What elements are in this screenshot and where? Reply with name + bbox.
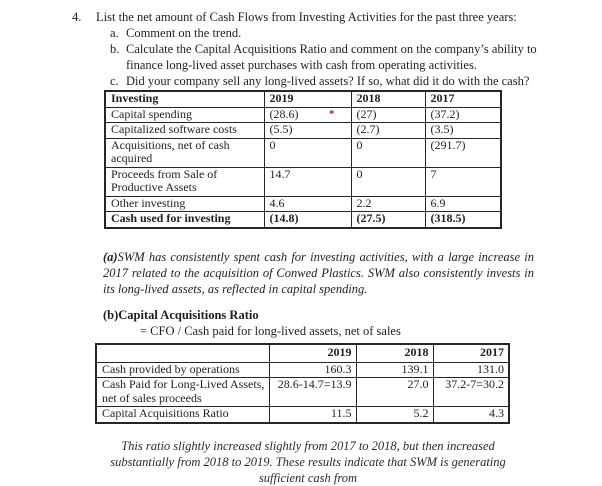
table-row-capitalized-software xyxy=(105,123,501,139)
table-row-other-investing xyxy=(105,196,501,212)
value-cell-2019: (5.5) xyxy=(264,123,351,139)
ratio-table-header-row xyxy=(96,344,509,363)
answer-a-label: (a) xyxy=(103,249,118,264)
sub-item-label: c. xyxy=(110,74,119,88)
table-row-proceeds-sale xyxy=(105,167,501,196)
row-label-cell: Acquisitions, net of cash acquired xyxy=(105,138,264,167)
header-cell-2017: 2017 xyxy=(425,91,501,107)
row-label-cell: Proceeds from Sale of Productive Assets xyxy=(105,167,264,196)
value-cell-2018: 0 xyxy=(351,167,425,196)
value-cell-2019: 160.3 xyxy=(269,362,356,378)
row-label-cell: Other investing xyxy=(105,196,264,212)
row-label-cell: Capitalized software costs xyxy=(105,123,264,139)
conclusion-paragraph: This ratio slightly increased slightly from 2017 to 2018, but then increased substantially from 2018 to 2019. These results indicate that SWM is generating sufficient cash from xyxy=(110,438,506,485)
header-cell-investing: Investing xyxy=(105,91,264,107)
value-cell-2017: (291.7) xyxy=(425,138,501,167)
table-row-cash-paid-long-lived xyxy=(96,378,509,407)
header-cell-2019: 2019 xyxy=(269,344,356,363)
answer-b-heading: (b)Capital Acquisitions Ratio xyxy=(103,307,259,322)
value-cell-2018: 5.2 xyxy=(356,407,433,423)
question-number: 4. xyxy=(72,10,82,24)
header-cell-2017: 2017 xyxy=(433,344,509,363)
value-cell-2017: (3.5) xyxy=(425,123,501,139)
value-cell-2018: (27) xyxy=(351,107,425,123)
table-row-acquisitions xyxy=(105,138,501,167)
question-4a xyxy=(110,25,602,41)
value-cell-2018: (2.7) xyxy=(351,123,425,139)
value-cell-2019: 4.6 xyxy=(264,196,351,212)
row-label-cell: Cash provided by operations xyxy=(96,362,269,378)
question-4c xyxy=(110,73,602,89)
sub-item-label: b. xyxy=(110,42,120,56)
value-cell-2018: 2.2 xyxy=(351,196,425,212)
row-label-cell: Capital spending xyxy=(105,107,264,123)
value-cell-2017: 4.3 xyxy=(433,407,509,423)
sub-item-text: Comment on the trend. xyxy=(126,26,242,40)
table-row-cash-used-total xyxy=(105,212,501,228)
value-cell-2017: 7 xyxy=(425,167,501,196)
question-4 xyxy=(72,9,602,25)
row-label-cell: Capital Acquisitions Ratio xyxy=(96,407,269,423)
value-cell-2017: 6.9 xyxy=(425,196,501,212)
table-row-capital-spending xyxy=(105,107,501,123)
investing-table xyxy=(104,90,502,229)
header-cell-2019: 2019 xyxy=(264,91,351,107)
value-cell-2019: 14.7 xyxy=(264,167,351,196)
value-cell-2018: 0 xyxy=(351,138,425,167)
table-row-cfo xyxy=(96,362,509,378)
cell-value: (28.6) xyxy=(269,107,299,121)
question-text: List the net amount of Cash Flows from Investing Activities for the past three years: xyxy=(96,10,517,24)
value-cell-2017: 131.0 xyxy=(433,362,509,378)
value-cell-2019: 0 xyxy=(264,138,351,167)
capital-acquisitions-formula: = CFO / Cash paid for long-lived assets, net of sales xyxy=(140,323,401,338)
ratio-table xyxy=(95,343,510,424)
header-cell-2018: 2018 xyxy=(351,91,425,107)
value-cell-2019: 28.6-14.7=13.9 xyxy=(269,378,356,407)
value-cell-2018: 27.0 xyxy=(356,378,433,407)
sub-item-label: a. xyxy=(110,26,119,40)
row-label-cell: Cash used for investing xyxy=(105,212,264,228)
value-cell-2017: (318.5) xyxy=(425,212,501,228)
row-label-cell: Cash Paid for Long-Lived Assets, net of sales proceeds xyxy=(96,378,269,407)
table-row-capital-acquisitions-ratio xyxy=(96,407,509,423)
header-cell-blank xyxy=(96,344,269,363)
value-cell-2019: (14.8) xyxy=(264,212,351,228)
value-cell-2018: 139.1 xyxy=(356,362,433,378)
answer-a-text: SWM has consistently spent cash for investing activities, with a large increase in 2017 related to the acquisition of Conwed Plastics. SWM also consistently invests in its long-lived assets, as reflected in capital spending. xyxy=(103,249,534,296)
answer-a-paragraph xyxy=(103,249,534,297)
value-cell-2018: (27.5) xyxy=(351,212,425,228)
investing-table-header-row xyxy=(105,91,501,107)
value-cell-2019: 11.5 xyxy=(269,407,356,423)
value-cell-2019 xyxy=(264,107,351,123)
question-4b xyxy=(110,41,602,73)
value-cell-2017: (37.2) xyxy=(425,107,501,123)
sub-item-text: Calculate the Capital Acquisitions Ratio and comment on the company’s ability to finance long-lived asset purchases with cash from operating activities. xyxy=(126,42,537,72)
sub-item-text: Did your company sell any long-lived assets? If so, what did it do with the cash? xyxy=(126,74,530,88)
header-cell-2018: 2018 xyxy=(356,344,433,363)
footnote-asterisk-icon: * xyxy=(329,107,335,120)
value-cell-2017: 37.2-7=30.2 xyxy=(433,378,509,407)
